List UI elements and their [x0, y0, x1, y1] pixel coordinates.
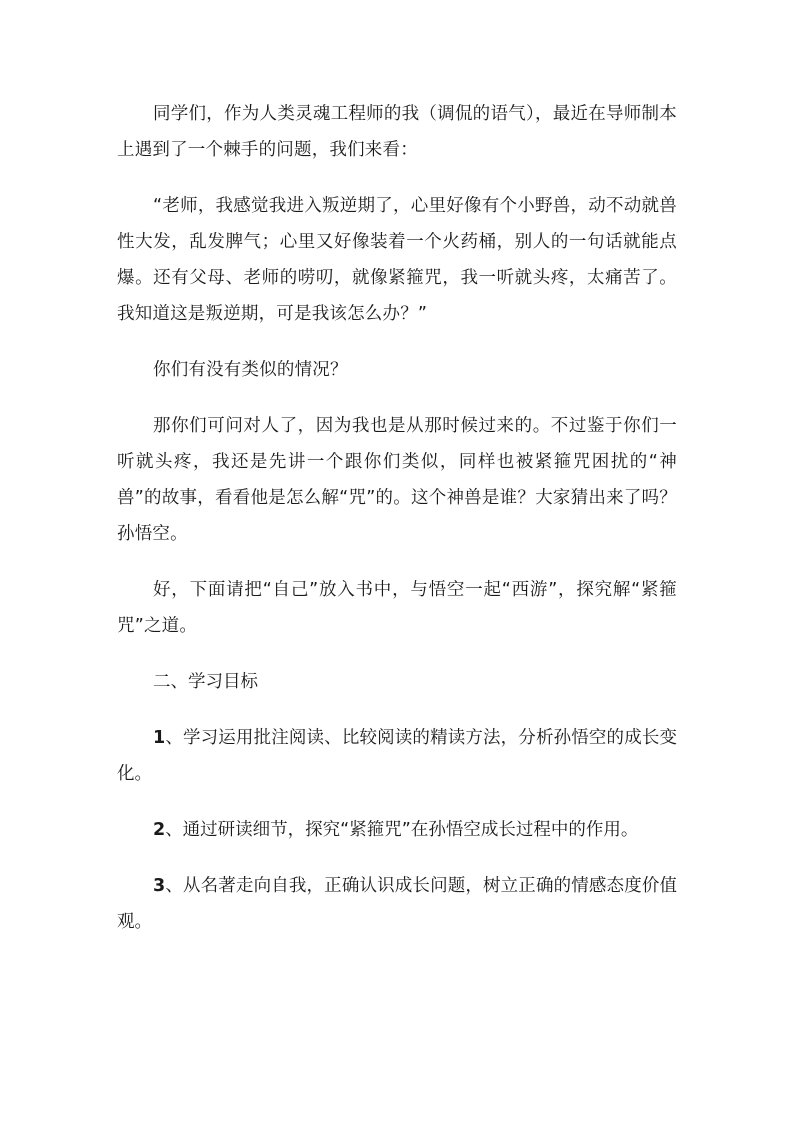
section-heading: 二、学习目标 — [153, 672, 258, 692]
document-body — [117, 96, 677, 960]
objective-number: 3 — [153, 876, 166, 896]
objective-item — [117, 720, 677, 792]
objective-text: 、学习运用批注阅读、比较阅读的精读方法，分析孙悟空的成长变化。 — [117, 728, 677, 784]
transition-paragraph: 好，下面请把“自己”放入书中，与悟空一起“西游”，探究解“紧箍咒”之道。 — [117, 580, 677, 636]
question-paragraph: 你们有没有类似的情况？ — [153, 360, 348, 380]
objective-number: 1 — [153, 728, 166, 748]
objective-item — [117, 868, 677, 940]
objective-text: 、从名著走向自我，正确认识成长问题，树立正确的情感态度价值观。 — [117, 876, 677, 932]
objective-text: 、通过研读细节，探究“紧箍咒”在孙悟空成长过程中的作用。 — [165, 820, 639, 840]
intro-paragraph: 同学们，作为人类灵魂工程师的我（调侃的语气），最近在导师制本上遇到了一个棘手的问题，我们来看： — [117, 104, 677, 160]
objective-number: 2 — [153, 820, 166, 840]
objective-item — [117, 812, 677, 848]
story-paragraph: 那你们可问对人了，因为我也是从那时候过来的。不过鉴于你们一听就头疼，我还是先讲一个跟你们类似，同样也被紧箍咒困扰的“神兽”的故事，看看他是怎么解“咒”的。这个神兽是谁？大家猜出来了吗？孙悟空。 — [117, 416, 677, 544]
student-quote-paragraph: “老师，我感觉我进入叛逆期了，心里好像有个小野兽，动不动就兽性大发，乱发脾气；心里又好像装着一个火药桶，别人的一句话就能点爆。还有父母、老师的唠叨，就像紧箍咒，我一听就头疼，太痛苦了。我知道这是叛逆期，可是我该怎么办？” — [117, 196, 677, 324]
